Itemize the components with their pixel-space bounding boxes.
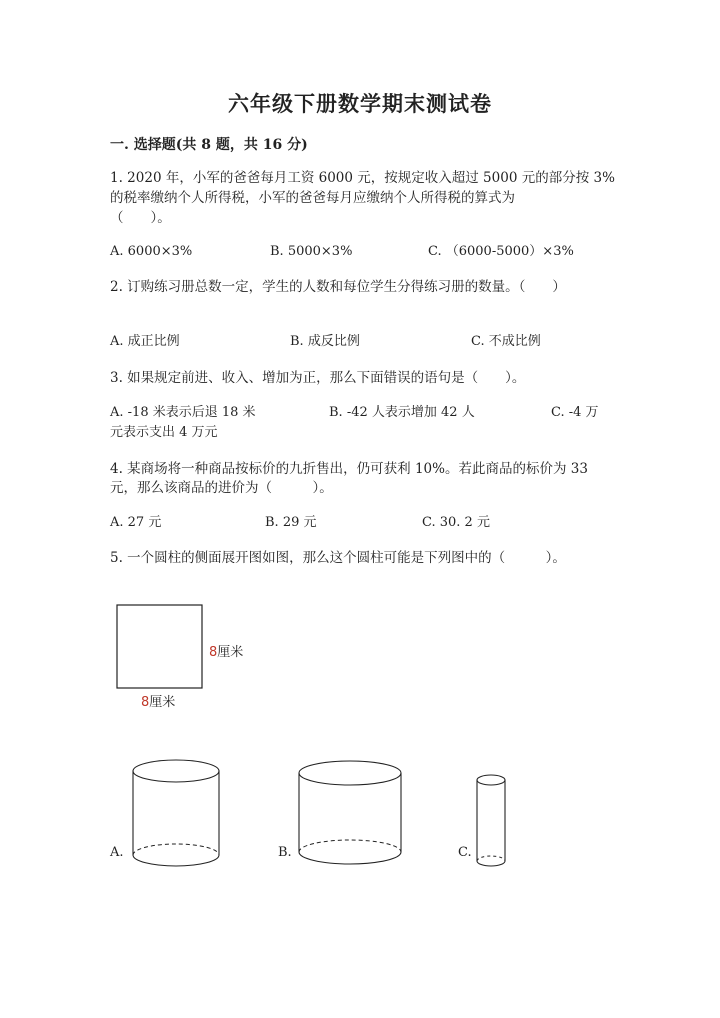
question-2-option-a[interactable]: A. 成正比例 (110, 334, 180, 349)
question-1-line-1: 1. 2020 年，小军的爸爸每月工资 6000 元，按规定收入超过 5000 元的部分按 3% (110, 170, 615, 186)
question-5-option-a[interactable]: A. (110, 845, 124, 860)
question-1-option-b[interactable]: B. 5000×3% (270, 244, 353, 259)
question-4-line-1: 4. 某商场将一种商品按标价的九折售出，仍可获利 10%。若此商品的标价为 33 (110, 461, 588, 477)
page-title: 六年级下册数学期末测试卷 (228, 91, 492, 116)
question-2-line-1: 2. 订购练习册总数一定，学生的人数和每位学生分得练习册的数量。（ ） (110, 279, 566, 295)
question-4-option-a[interactable]: A. 27 元 (110, 515, 162, 530)
question-4-option-c[interactable]: C. 30. 2 元 (422, 515, 490, 530)
bottom-length-label: 8厘米 (141, 695, 176, 710)
cylinder-a[interactable] (130, 757, 224, 873)
question-4-line-2: 元，那么该商品的进价为（ ）。 (110, 480, 333, 496)
question-5-option-c[interactable]: C. (458, 845, 472, 860)
cylinder-b[interactable] (297, 759, 407, 869)
side-net-square (116, 604, 206, 694)
side-length-label: 8厘米 (209, 645, 244, 660)
question-4-option-b[interactable]: B. 29 元 (265, 515, 317, 530)
question-1-option-a[interactable]: A. 6000×3% (110, 244, 193, 259)
cylinder-c[interactable] (474, 772, 510, 872)
question-5-option-b[interactable]: B. (278, 845, 292, 860)
section-heading: 一. 选择题(共 8 题，共 16 分) (110, 137, 308, 153)
question-5-line-1: 5. 一个圆柱的侧面展开图如图，那么这个圆柱可能是下列图中的（ ）。 (110, 550, 566, 566)
question-3-option-a[interactable]: A. -18 米表示后退 18 米 (110, 405, 256, 420)
question-3-line-1: 3. 如果规定前进、收入、增加为正，那么下面错误的语句是（ ）。 (110, 370, 526, 386)
question-3-option-c-continued[interactable]: 元表示支出 4 万元 (110, 425, 218, 440)
question-1-line-2: 的税率缴纳个人所得税，小军的爸爸每月应缴纳个人所得税的算式为 (110, 190, 515, 206)
question-2-option-c[interactable]: C. 不成比例 (471, 334, 541, 349)
question-1-option-c[interactable]: C. （6000-5000）×3% (428, 244, 574, 259)
question-3-option-c[interactable]: C. -4 万 (551, 405, 599, 420)
question-1-line-3: （ ）。 (110, 210, 171, 226)
question-3-option-b[interactable]: B. -42 人表示增加 42 人 (329, 405, 475, 420)
question-2-option-b[interactable]: B. 成反比例 (290, 334, 360, 349)
